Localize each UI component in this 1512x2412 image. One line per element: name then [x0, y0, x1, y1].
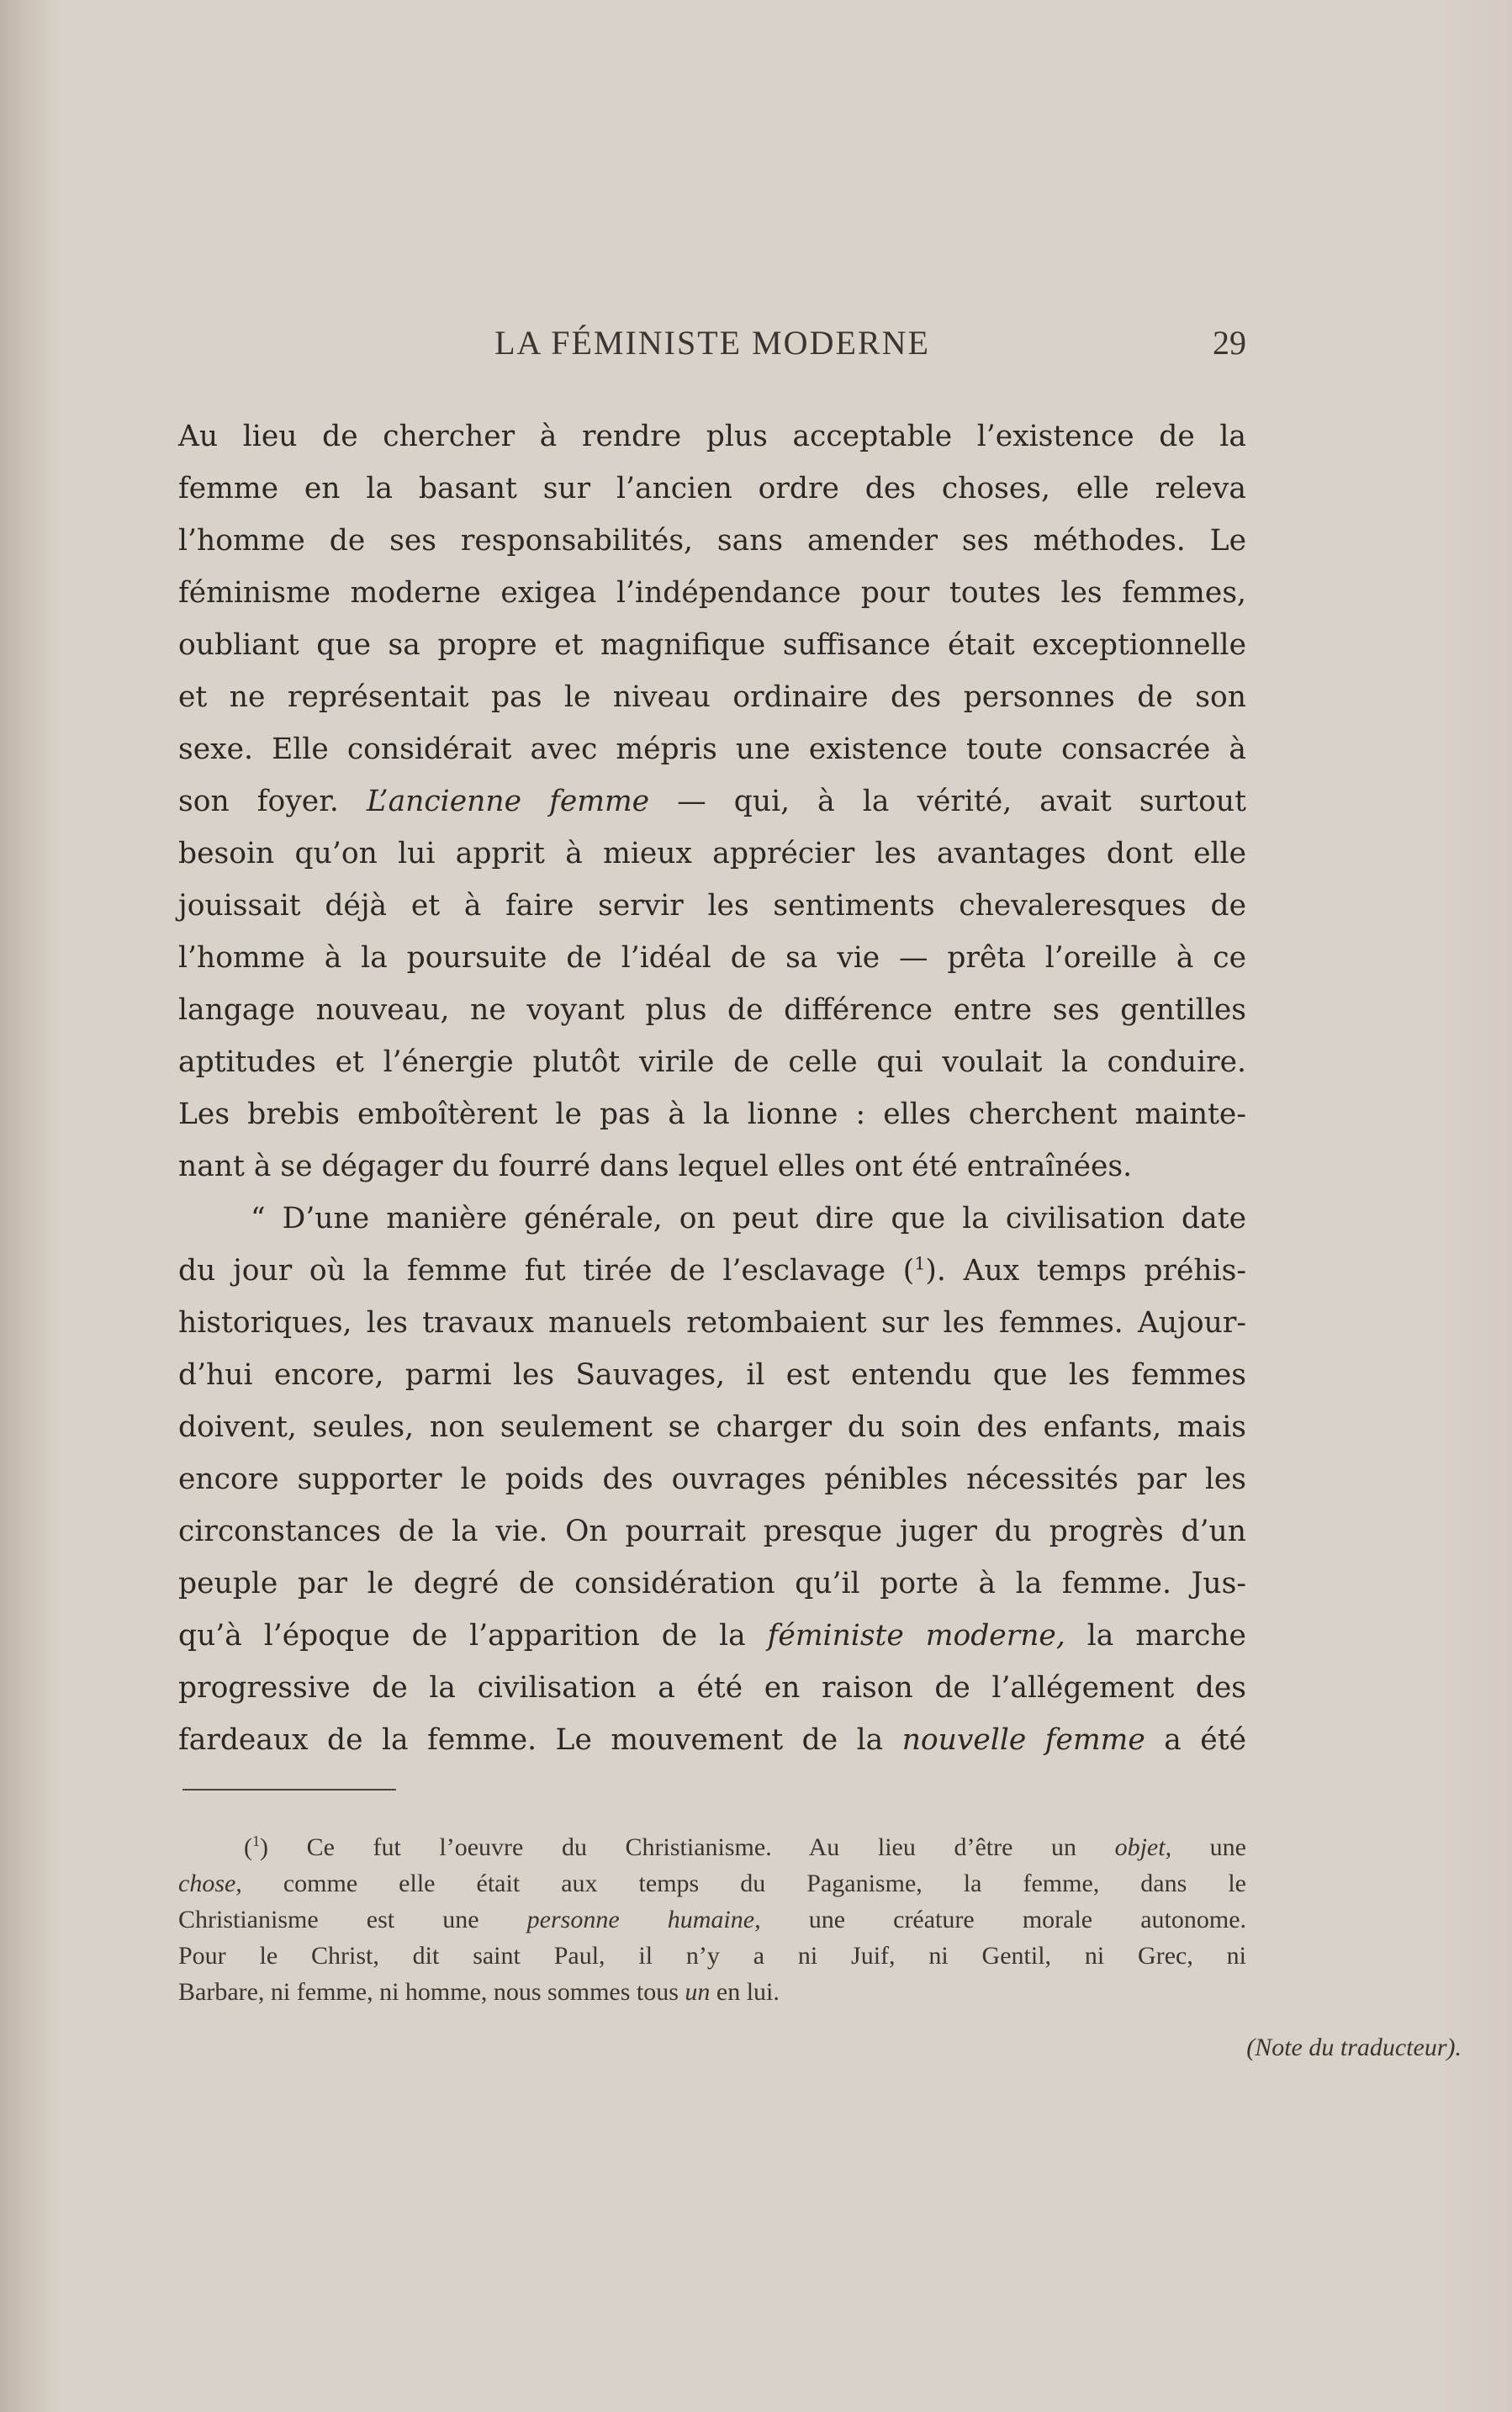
text-segment: la marche: [1065, 1619, 1246, 1653]
text-line: l’homme de ses responsabilités, sans amender ses méthodes. Le: [178, 524, 1246, 558]
text-line: oubliant que sa propre et magnifique suffisance était exceptionnelle: [178, 628, 1246, 662]
text-segment: ) Ce fut l’oeuvre du Christianisme. Au lieu d’être un: [260, 1833, 1115, 1861]
text-line: progressive de la civilisation a été en raison de l’allégement des: [178, 1671, 1246, 1705]
text-line: nant à se dégager du fourré dans lequel elles ont été entraînées.: [178, 1150, 1133, 1183]
text-segment: comme elle était aux temps du Paganisme, la femme, dans le: [241, 1870, 1246, 1897]
page-header: [178, 323, 1246, 370]
text-line: femme en la basant sur l’ancien ordre des choses, elle releva: [178, 472, 1246, 505]
text-segment: Christianisme est une: [178, 1906, 527, 1933]
italic-text: L’ancienne femme: [366, 785, 650, 818]
text-line: encore supporter le poids des ouvrages pénibles nécessités par les: [178, 1463, 1246, 1496]
footnote-line: [178, 1974, 1246, 2010]
text-segment: a été: [1145, 1723, 1246, 1757]
page-number: 29: [1213, 324, 1246, 362]
text-line: [178, 1245, 1246, 1297]
text-line: aptitudes et l’énergie plutôt virile de celle qui voulait la conduire.: [178, 1045, 1246, 1079]
text-line: circonstances de la vie. On pourrait presque juger du progrès d’un: [178, 1515, 1246, 1548]
text-line: d’hui encore, parmi les Sauvages, il est entendu que les femmes: [178, 1358, 1246, 1392]
text-line: “ D’une manière générale, on peut dire que la civilisation date: [251, 1202, 1246, 1235]
text-line: féminisme moderne exigea l’indépendance pour toutes les femmes,: [178, 576, 1246, 610]
text-segment: en lui.: [710, 1978, 780, 2006]
text-segment: — qui, à la vérité, avait surtout: [649, 785, 1246, 818]
footnote-line: ($^1$) Ce fut l’oeuvre du Christianisme. Au lieu d’être un objet, une: [244, 1833, 1246, 1861]
text-line: peuple par le degré de considération qu’il porte à la femme. Jus-: [178, 1567, 1246, 1600]
italic-text: objet,: [1114, 1833, 1172, 1861]
text-line: doivent, seules, non seulement se charger du soin des enfants, mais: [178, 1410, 1246, 1444]
text-line: Les brebis emboîtèrent le pas à la lionne : elles cherchent mainte-: [178, 1098, 1246, 1131]
text-line: [178, 775, 1246, 828]
italic-text: nouvelle femme: [901, 1723, 1145, 1757]
text-line: besoin qu’on lui apprit à mieux apprécier les avantages dont elle: [178, 837, 1246, 870]
text-segment: une: [1171, 1833, 1246, 1861]
text-line: jouissait déjà et à faire servir les sentiments chevaleresques de: [178, 889, 1246, 923]
footnote-line: [178, 1865, 1246, 1902]
running-title: LA FÉMINISTE MODERNE: [494, 324, 930, 362]
italic-text: personne humaine,: [526, 1906, 761, 1933]
footnote-line: Pour le Christ, dit saint Paul, il n’y a ni Juif, ni Gentil, ni Grec, ni: [178, 1942, 1246, 1970]
text-line: Au lieu de chercher à rendre plus acceptable l’existence de la: [178, 420, 1246, 453]
footnote: [178, 1829, 1246, 2010]
text-segment: fardeaux de la femme. Le mouvement de la: [178, 1723, 902, 1757]
text-line: [178, 1714, 1246, 1766]
footnote-signature: (Note du traducteur).: [1246, 2034, 1462, 2061]
text-line: historiques, les travaux manuels retombaient sur les femmes. Aujour-: [178, 1306, 1246, 1340]
main-text: [178, 410, 1246, 1766]
footnote-line: [178, 1902, 1246, 1938]
text-line: [178, 1610, 1246, 1662]
text-line: l’homme à la poursuite de l’idéal de sa vie — prêta l’oreille à ce: [178, 941, 1246, 975]
text-segment: son foyer.: [178, 785, 367, 818]
text-segment: une créature morale autonome.: [760, 1906, 1247, 1933]
gutter-shadow: [0, 0, 61, 2412]
text-segment: Barbare, ni femme, ni homme, nous sommes tous: [178, 1978, 685, 2006]
text-line: sexe. Elle considérait avec mépris une existence toute consacrée à: [178, 733, 1246, 766]
text-line: et ne représentait pas le niveau ordinaire des personnes de son: [178, 680, 1246, 714]
italic-text: un: [685, 1978, 711, 2006]
footnote-rule: [182, 1789, 396, 1790]
text-segment: du jour où la femme fut tirée de l’esclavage (: [178, 1254, 915, 1288]
text-segment: ). Aux temps préhis-: [925, 1254, 1246, 1288]
text-segment: qu’à l’époque de l’apparition de la: [178, 1619, 768, 1653]
footnote-ref: 1: [914, 1253, 926, 1274]
italic-text: féministe moderne,: [767, 1619, 1065, 1653]
footnote-marker: 1: [252, 1833, 260, 1849]
text-line: langage nouveau, ne voyant plus de différence entre ses gentilles: [178, 993, 1246, 1027]
italic-text: chose,: [178, 1870, 242, 1897]
